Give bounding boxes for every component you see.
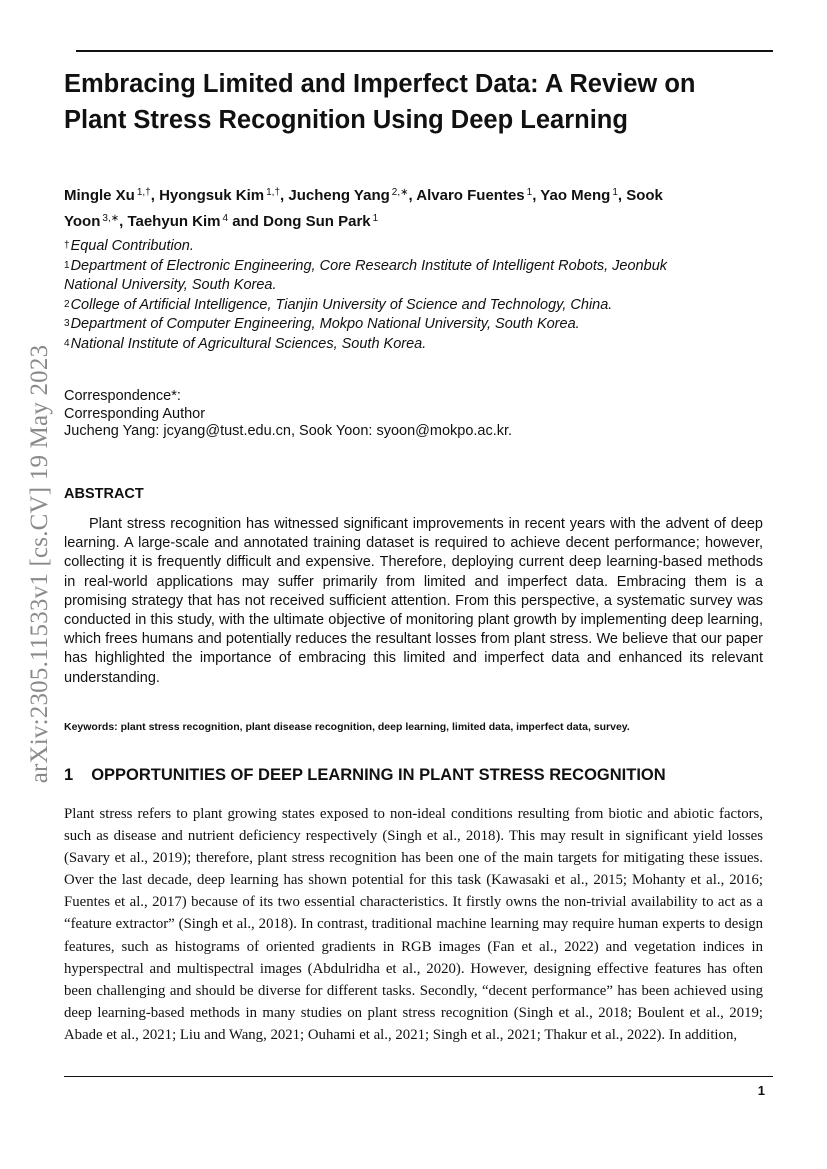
affiliation: $^4$National Institute of Agricultural Sciences, South Korea. bbox=[64, 335, 427, 352]
author: Mingle Xu $^{1,\dagger}$, bbox=[64, 187, 160, 204]
author: Yao Meng $^1$, bbox=[540, 187, 627, 204]
page-number: 1 bbox=[757, 1083, 765, 1098]
arxiv-watermark: arXiv:2305.11533v1 [cs.CV] 19 May 2023 bbox=[26, 344, 53, 784]
affiliation: $^1$Department of Electronic Engineering, Core Research Institute of Intelligent Robots, Jeonbuk National University, South Korea. bbox=[64, 257, 668, 294]
section-number: 1 bbox=[64, 766, 74, 784]
abstract-heading: ABSTRACT bbox=[64, 486, 144, 502]
author: Dong Sun Park $^1$ bbox=[263, 213, 379, 230]
paper-title: Embracing Limited and Imperfect Data: A Review on Plant Stress Recognition Using Deep Learning bbox=[64, 70, 696, 134]
abstract-body: Plant stress recognition has witnessed significant improvements in recent years with the advent of deep learning. A large-scale and annotated training dataset is required to achieve decent performance; however, collecting it is frequently difficult and expensive. Therefore, deploying current deep learning-based methods in real-world applications may suffer primarily from limited and imperfect data. Embracing them is a promising strategy that has not received sufficient attention. From this perspective, a systematic survey was conducted in this study, with the ultimate objective of monitoring plant growth by implementing deep learning, which frees humans and potentially reduces the resultant losses from plant stress. We believe that our paper has highlighted the importance of embracing this limited and imperfect data and enhanced its relevant understanding. bbox=[64, 516, 763, 686]
bottom-rule bbox=[64, 1076, 773, 1077]
affiliation: †Equal Contribution. bbox=[64, 238, 194, 254]
author: Alvaro Fuentes $^1$, bbox=[416, 187, 541, 204]
section-title: OPPORTUNITIES OF DEEP LEARNING IN PLANT STRESS RECOGNITION bbox=[91, 766, 666, 784]
author: Jucheng Yang $^{2,∗}$, bbox=[288, 187, 417, 204]
author: Hyongsuk Kim $^{1,\dagger}$, bbox=[159, 187, 289, 204]
top-rule bbox=[76, 50, 773, 52]
affiliation: $^3$Department of Computer Engineering, Mokpo National University, South Korea. bbox=[64, 316, 580, 333]
correspondence bbox=[64, 388, 744, 441]
author-list bbox=[64, 183, 724, 235]
author: Sook Yoon $^{3,∗}$, bbox=[64, 187, 663, 230]
section-body: Plant stress refers to plant growing states exposed to non-ideal conditions resulting from biotic and abiotic factors, such as disease and nutrient deficiency respectively (Singh et al., 2018). This may result in significant yield losses (Savary et al., 2019); therefore, plant stress recognition has been one of the main targets for mitigating these issues. Over the last decade, deep learning has shown potential for this task (Kawasaki et al., 2015; Mohanty et al., 2016; Fuentes et al., 2017) because of its two essential characteristics. It firstly owns the non-trivial availability to act as a “feature extractor” (Singh et al., 2018). In contrast, traditional machine learning may require human experts to design features, such as histograms of oriented gradients in RGB images (Fan et al., 2022) and vegetation indices in hyperspectral and multispectral images (Abdulridha et al., 2020). However, designing effective features has often been challenging and should be diverse for different tasks. Secondly, “decent performance” has been achieved using deep learning-based methods in many studies on plant stress recognition (Singh et al., 2018; Boulent et al., 2019; Abade et al., 2021; Liu and Wang, 2021; Ouhami et al., 2021; Singh et al., 2021; Thakur et al., 2022). In addition, bbox=[64, 806, 763, 1043]
section-heading bbox=[64, 766, 764, 785]
author: Taehyun Kim $^4$ and bbox=[127, 213, 264, 230]
affiliations bbox=[64, 237, 704, 355]
correspondence-contacts: Jucheng Yang: jcyang@tust.edu.cn, Sook Yoon: syoon@mokpo.ac.kr. bbox=[64, 423, 513, 439]
correspondence-role: Corresponding Author bbox=[64, 405, 206, 422]
keywords: Keywords: plant stress recognition, plant disease recognition, deep learning, limited data, imperfect data, survey. bbox=[64, 721, 630, 733]
affiliation: $^2$College of Artificial Intelligence, Tianjin University of Science and Technology, China. bbox=[64, 296, 613, 313]
correspondence-label: Correspondence*: bbox=[64, 388, 181, 404]
